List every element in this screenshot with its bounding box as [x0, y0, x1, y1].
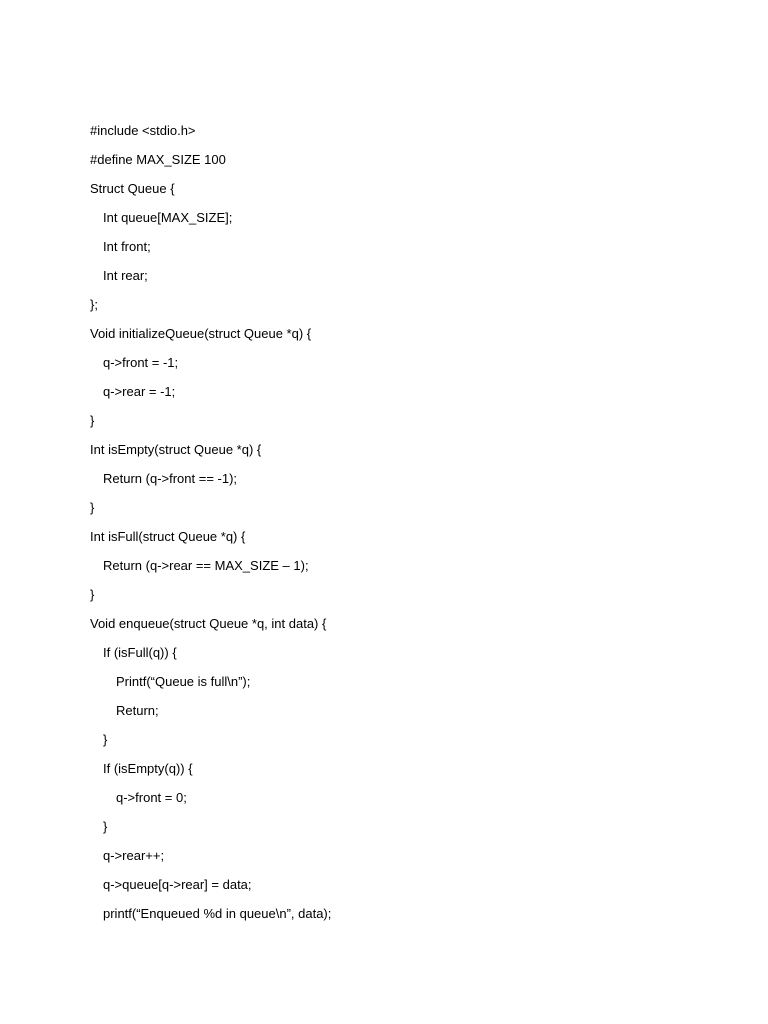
- code-line-if-full-close: }: [103, 732, 108, 747]
- code-line-printf-enqueued: printf(“Enqueued %d in queue\n”, data);: [103, 906, 332, 921]
- code-line-field-rear: Int rear;: [103, 268, 148, 283]
- code-line-isfull-return: Return (q->rear == MAX_SIZE – 1);: [103, 558, 309, 573]
- code-line-rear-increment: q->rear++;: [103, 848, 165, 863]
- code-line-if-empty-close: }: [103, 819, 108, 834]
- code-line-if-empty: If (isEmpty(q)) {: [103, 761, 193, 776]
- code-line-assign-data: q->queue[q->rear] = data;: [103, 877, 252, 892]
- code-line-init-front: q->front = -1;: [103, 355, 179, 370]
- code-line-isfull-close: }: [90, 587, 95, 602]
- code-line-include: #include <stdio.h>: [90, 123, 196, 138]
- code-line-isempty-close: }: [90, 500, 95, 515]
- code-line-enqueue-open: Void enqueue(struct Queue *q, int data) {: [90, 616, 327, 631]
- code-line-if-full: If (isFull(q)) {: [103, 645, 177, 660]
- code-line-define: #define MAX_SIZE 100: [90, 152, 226, 167]
- code-line-initialize-open: Void initializeQueue(struct Queue *q) {: [90, 326, 312, 341]
- code-listing: [90, 118, 331, 930]
- code-line-init-rear: q->rear = -1;: [103, 384, 176, 399]
- code-line-field-queue: Int queue[MAX_SIZE];: [103, 210, 233, 225]
- code-line-initialize-close: }: [90, 413, 95, 428]
- code-line-set-front: q->front = 0;: [116, 790, 187, 805]
- code-line-field-front: Int front;: [103, 239, 151, 254]
- code-line-isempty-open: Int isEmpty(struct Queue *q) {: [90, 442, 262, 457]
- code-line-struct-open: Struct Queue {: [90, 181, 175, 196]
- code-line-struct-close: };: [90, 297, 98, 312]
- code-line-isfull-open: Int isFull(struct Queue *q) {: [90, 529, 246, 544]
- code-line-isempty-return: Return (q->front == -1);: [103, 471, 238, 486]
- code-line-return: Return;: [116, 703, 159, 718]
- code-line-printf-full: Printf(“Queue is full\n”);: [116, 674, 251, 689]
